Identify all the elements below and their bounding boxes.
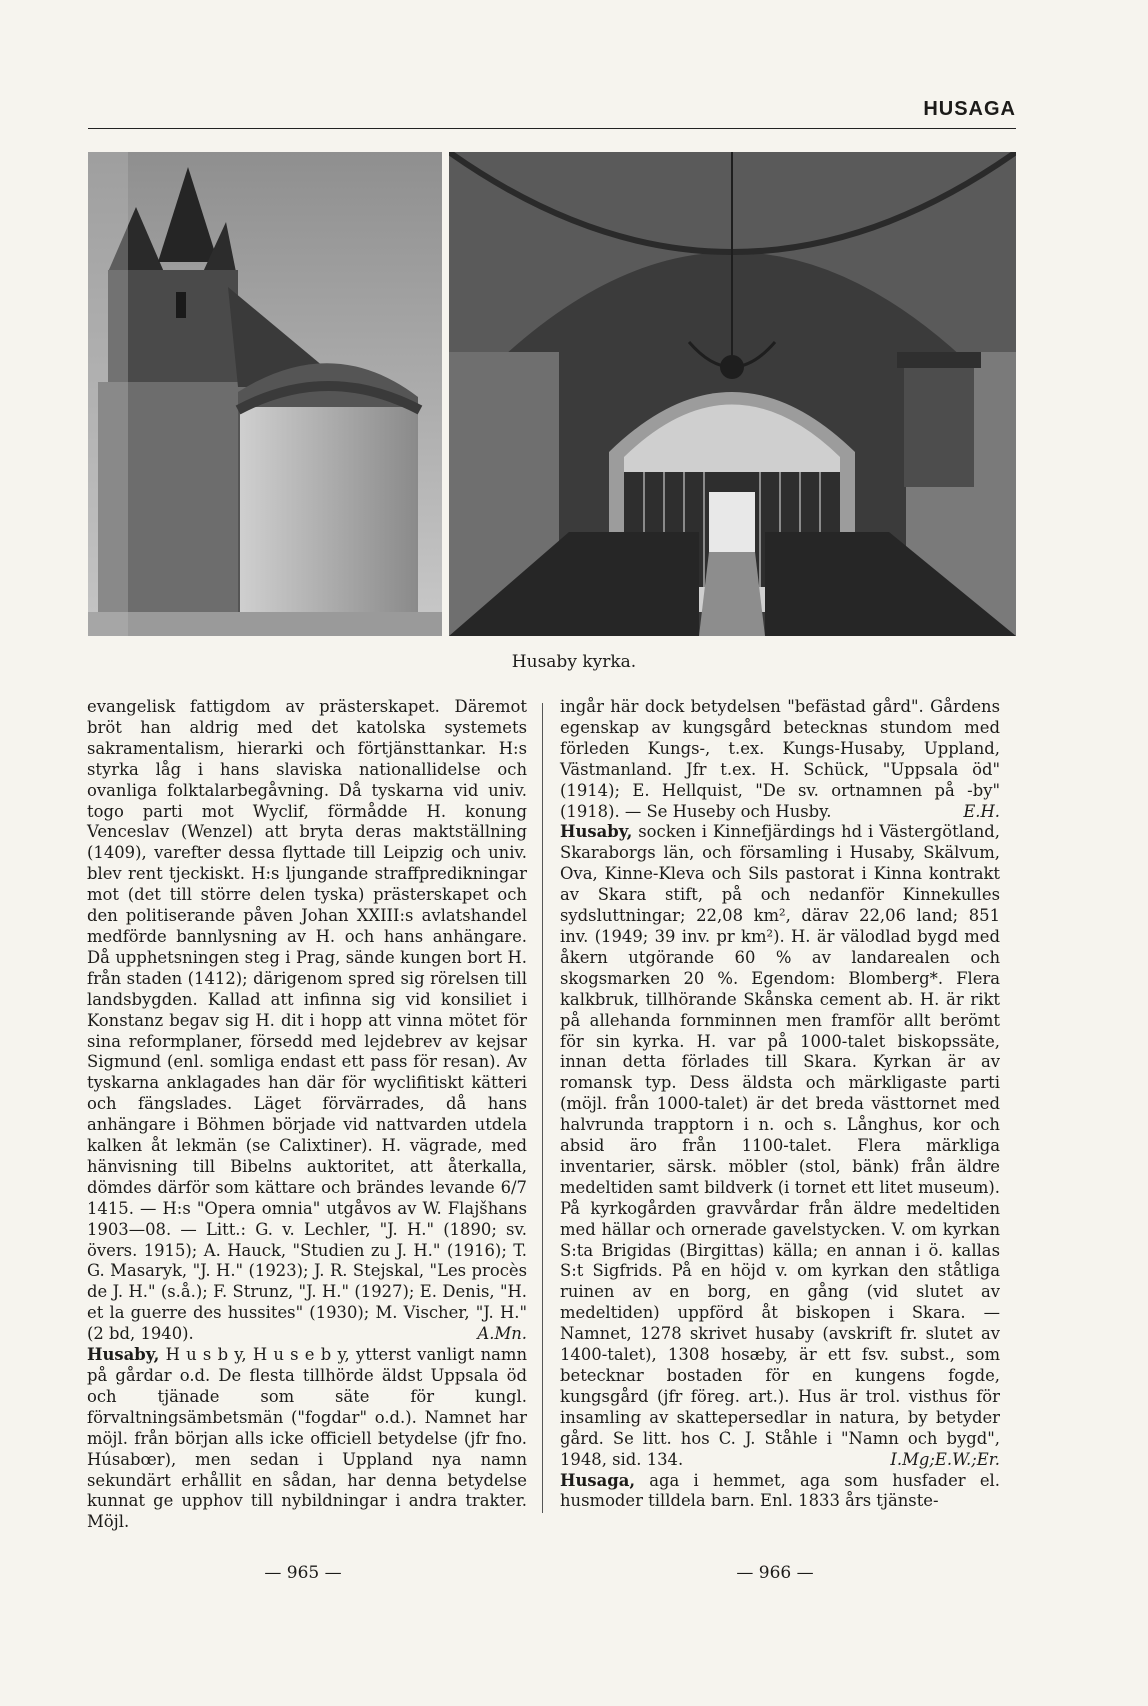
- entry-headword: Husaga,: [560, 1470, 636, 1490]
- church-interior-photo: [449, 152, 1016, 636]
- husaga-entry: Husaga, aga i hemmet, aga som husfader el. husmoder tilldela barn. Enl. 1833 års tjänste-: [560, 1470, 1000, 1511]
- signature: E.H.: [963, 801, 1000, 821]
- signature: I.Mg;E.W.;Er.: [890, 1449, 1000, 1469]
- hus-entry-continuation: evangelisk fattigdom av prästerskapet. Däremot bröt han aldrig med det katolska systemets sakramentalism, hierarki och förtjänsttankar. H:s styrka låg i hans slaviska nationallidelse och ovanliga folktalarbegåvning. Då tyskarna vid univ. togo parti mot Wyclif, förmådde H. konung Venceslav (Wenzel) att bryta deras maktställning (1409), varefter dessa flyttade till Leipzig och univ. blev rent tjeckiskt. H:s ljungande straffpredikningar mot (det till större delen tyska) prästerskapet och den politiserande påven Johan XXIII:s avlatshandel medförde bannlysning av H. och hans anhängare. Då upphetsningen steg i Prag, sände kungen bort H. från staden (1412); därigenom spred sig rörelsen till landsbygden. Kallad att infinna sig vid konsiliet i Konstanz begav sig H. dit i hopp att vinna mötet för sina reformplaner, försedd med lejdebrev av kejsar Sigmund (enl. somliga endast ett pass för resan). Av tyskarna anklagades han där för wyclifitiskt kätteri och fängslades. Läget förvärrades, då hans anhängare i Böhmen började vid nattvarden utdela kalken åt lekmän (se Calixtiner). H. vägrade, med hänvisning till Bibelns auktoritet, att återkalla, dömdes därför som kättare och brändes levande 6/7 1415. — H:s "Opera omnia" utgåvos av W. Flajšhans 1903—08. — Litt.: G. v. Lechler, "J. H." (1890; sv. övers. 1915); A. Hauck, "Studien zu J. H." (1916); T. G. Masaryk, "J. H." (1923); J. R. Stejskal, "Les procès de J. H." (s.å.); F. Strunz, "J. H." (1927); E. Denis, "H. et la guerre des hussites" (1930); M. Vischer, "J. H." (2 bd, 1940). A.Mn.: [87, 697, 527, 1344]
- running-head: HUSAGA: [923, 98, 1016, 120]
- figure-caption: Husaby kyrka.: [511, 652, 637, 672]
- left-column: [87, 697, 527, 1533]
- page-number-right: — 966 —: [736, 1563, 814, 1583]
- husaby-parish-entry: Husaby, socken i Kinnefjärdings hd i Västergötland, Skaraborgs län, och församling i Husaby, Skälvum, Ova, Kinne-Kleva och Sils pastorat i Kinna kontrakt av Skara stift, på och nedanför Kinnekulles sydsluttningar; 22,08 km², därav 22,06 land; 851 inv. (1949; 39 inv. pr km²). H. är välodlad bygd med åkern utgörande 60 % av landarealen och skogsmarken 20 %. Egendom: Blomberg*. Flera kalkbruk, tillhörande Skånska cement ab. H. är rikt på allehanda fornminnen men framför allt berömt för sin kyrka. H. var på 1000-talet biskopssäte, innan detta förlades till Skara. Kyrkan är av romansk typ. Dess äldsta och märkligaste parti (möjl. från 1000-talet) är det breda västtornet med halvrunda trapptorn i n. och s. Långhus, kor och absid äro från 1100-talet. Flera märkliga inventarier, särsk. möbler (stol, bänk) från äldre medeltiden samt bildverk (i tornet ett litet museum). På kyrkogården gravvårdar från äldre medeltiden med hällar och ornerade gavelstycken. V. om kyrkan S:ta Brigidas (Birgittas) källa; en annan i ö. kallas S:t Sigfrids. På en höjd v. om kyrkan den ståtliga ruinen av en borg, en gång (vid slutet av medeltiden) uppförd åt biskopen i Skara. — Namnet, 1278 skrivet husaby (avskrift fr. slutet av 1400-talet), 1308 hosæby, är ett fsv. subst., som betecknar bostaden för en kungens fogde, kungsgård (jfr föreg. art.). Hus är trol. visthus för insamling av skattepersedlar in natura, by betyder gård. Se litt. hos C. J. Ståhle i "Namn och bygd", 1948, sid. 134. I.Mg;E.W.;Er.: [560, 822, 1000, 1469]
- husaby-name-entry: Husaby, H u s b y, H u s e b y, ytterst vanligt namn på gårdar o.d. De flesta tillhörde äldst Uppsala öd och tjänade som säte för kungl. förvaltningsämbetsmän ("fogdar" o.d.). Namnet har möjl. från början alls icke officiell betydelse (jfr fno. Húsabœr), men sedan i Uppland nya namn sekundärt erhållit en sådan, har denna betydelse kunnat ge upphov till nybildningar i andra trakter. Möjl.: [87, 1345, 527, 1532]
- signature: A.Mn.: [477, 1324, 527, 1344]
- church-exterior-photo: [88, 152, 442, 636]
- column-divider: [542, 703, 543, 1513]
- right-column: [560, 697, 1000, 1512]
- page-number-left: — 965 —: [264, 1563, 342, 1583]
- header-rule: [88, 128, 1016, 129]
- entry-headword: Husaby,: [560, 822, 633, 842]
- husaby-name-entry-continuation: ingår här dock betydelsen "befästad gård". Gårdens egenskap av kungsgård betecknas stundom med förleden Kungs-, t.ex. Kungs-Husaby, Uppland, Västmanland. Jfr t.ex. H. Schück, "Uppsala öd" (1914); E. Hellquist, "De sv. ortnamnen på -by" (1918). — Se Huseby och Husby. E.H.: [560, 697, 1000, 821]
- entry-headword: Husaby,: [87, 1345, 160, 1365]
